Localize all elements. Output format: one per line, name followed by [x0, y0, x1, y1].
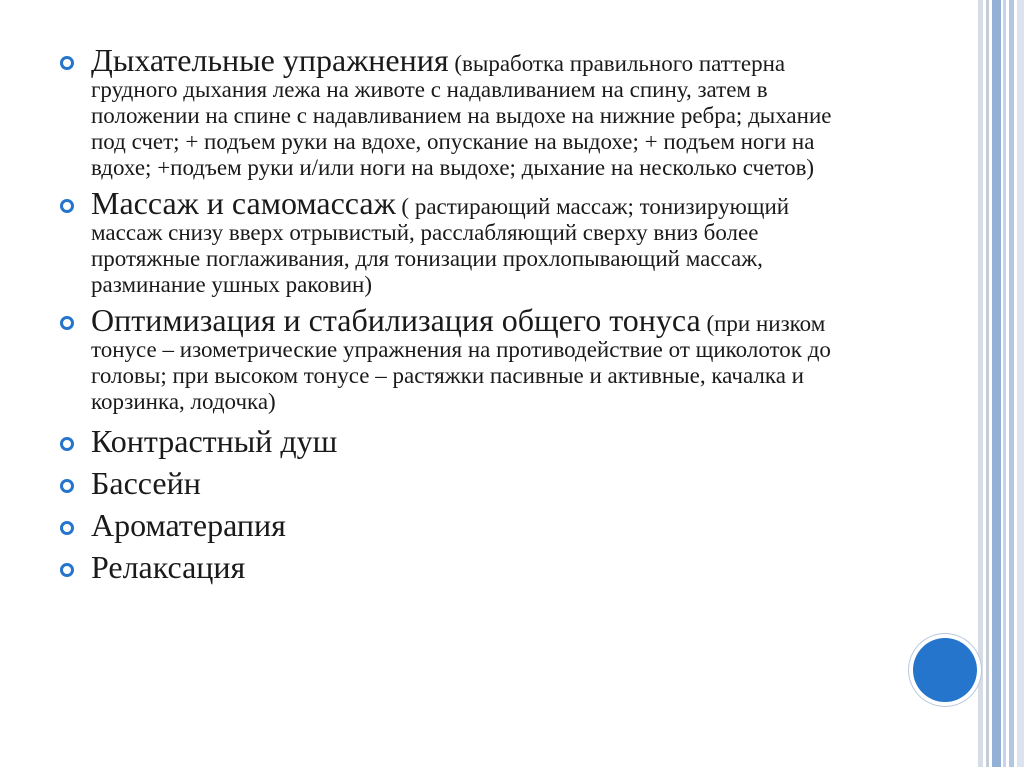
- right-stripe: [1009, 0, 1014, 767]
- list-item: [60, 304, 860, 415]
- item-detail: (выработка правильного паттерна грудного дыхания лежа на животе с надавливанием на спину, затем в положении на спине с надавливанием на выдохе на нижние ребра; дыхание под счет; + подъем руки на вдохе, опускание на выдохе; + подъем ноги на вдохе; +подъем руки и/или ноги на выдохе; дыхание на несколько счетов): [91, 51, 832, 180]
- item-detail: (при низком тонусе – изометрические упражнения на противодействие от щиколоток до головы; при высоком тонусе – растяжки пасивные и активные, качалка и корзинка, лодочка): [91, 311, 831, 414]
- bullet-icon: [60, 199, 74, 213]
- right-stripe: [1017, 0, 1024, 767]
- bullet-icon: [60, 56, 74, 70]
- bullet-icon: [60, 479, 74, 493]
- bullet-icon: [60, 437, 74, 451]
- item-detail: ( растирающий массаж; тонизирующий массаж снизу вверх отрывистый, расслабляющий сверху вниз более протяжные поглаживания, для тонизации прохлопывающий массаж, разминание ушных раковин): [91, 194, 790, 297]
- list-item: [60, 425, 860, 457]
- list-item: [60, 551, 860, 583]
- bullet-list: [60, 44, 860, 593]
- decorative-circle: [913, 638, 977, 702]
- list-item: [60, 467, 860, 499]
- item-heading: Ароматерапия: [91, 507, 286, 543]
- right-stripe: [1003, 0, 1006, 767]
- list-item: [60, 44, 860, 181]
- right-stripe: [978, 0, 983, 767]
- item-heading: Дыхательные упражнения: [91, 42, 449, 78]
- bullet-icon: [60, 316, 74, 330]
- right-stripe: [986, 0, 989, 767]
- item-heading: Релаксация: [91, 549, 246, 585]
- list-item: [60, 187, 860, 298]
- right-stripe: [992, 0, 1001, 767]
- item-heading: Контрастный душ: [91, 423, 338, 459]
- item-heading: Бассейн: [91, 465, 201, 501]
- list-item: [60, 509, 860, 541]
- item-heading: Оптимизация и стабилизация общего тонуса: [91, 302, 701, 338]
- bullet-icon: [60, 521, 74, 535]
- item-heading: Массаж и самомассаж: [91, 185, 396, 221]
- bullet-icon: [60, 563, 74, 577]
